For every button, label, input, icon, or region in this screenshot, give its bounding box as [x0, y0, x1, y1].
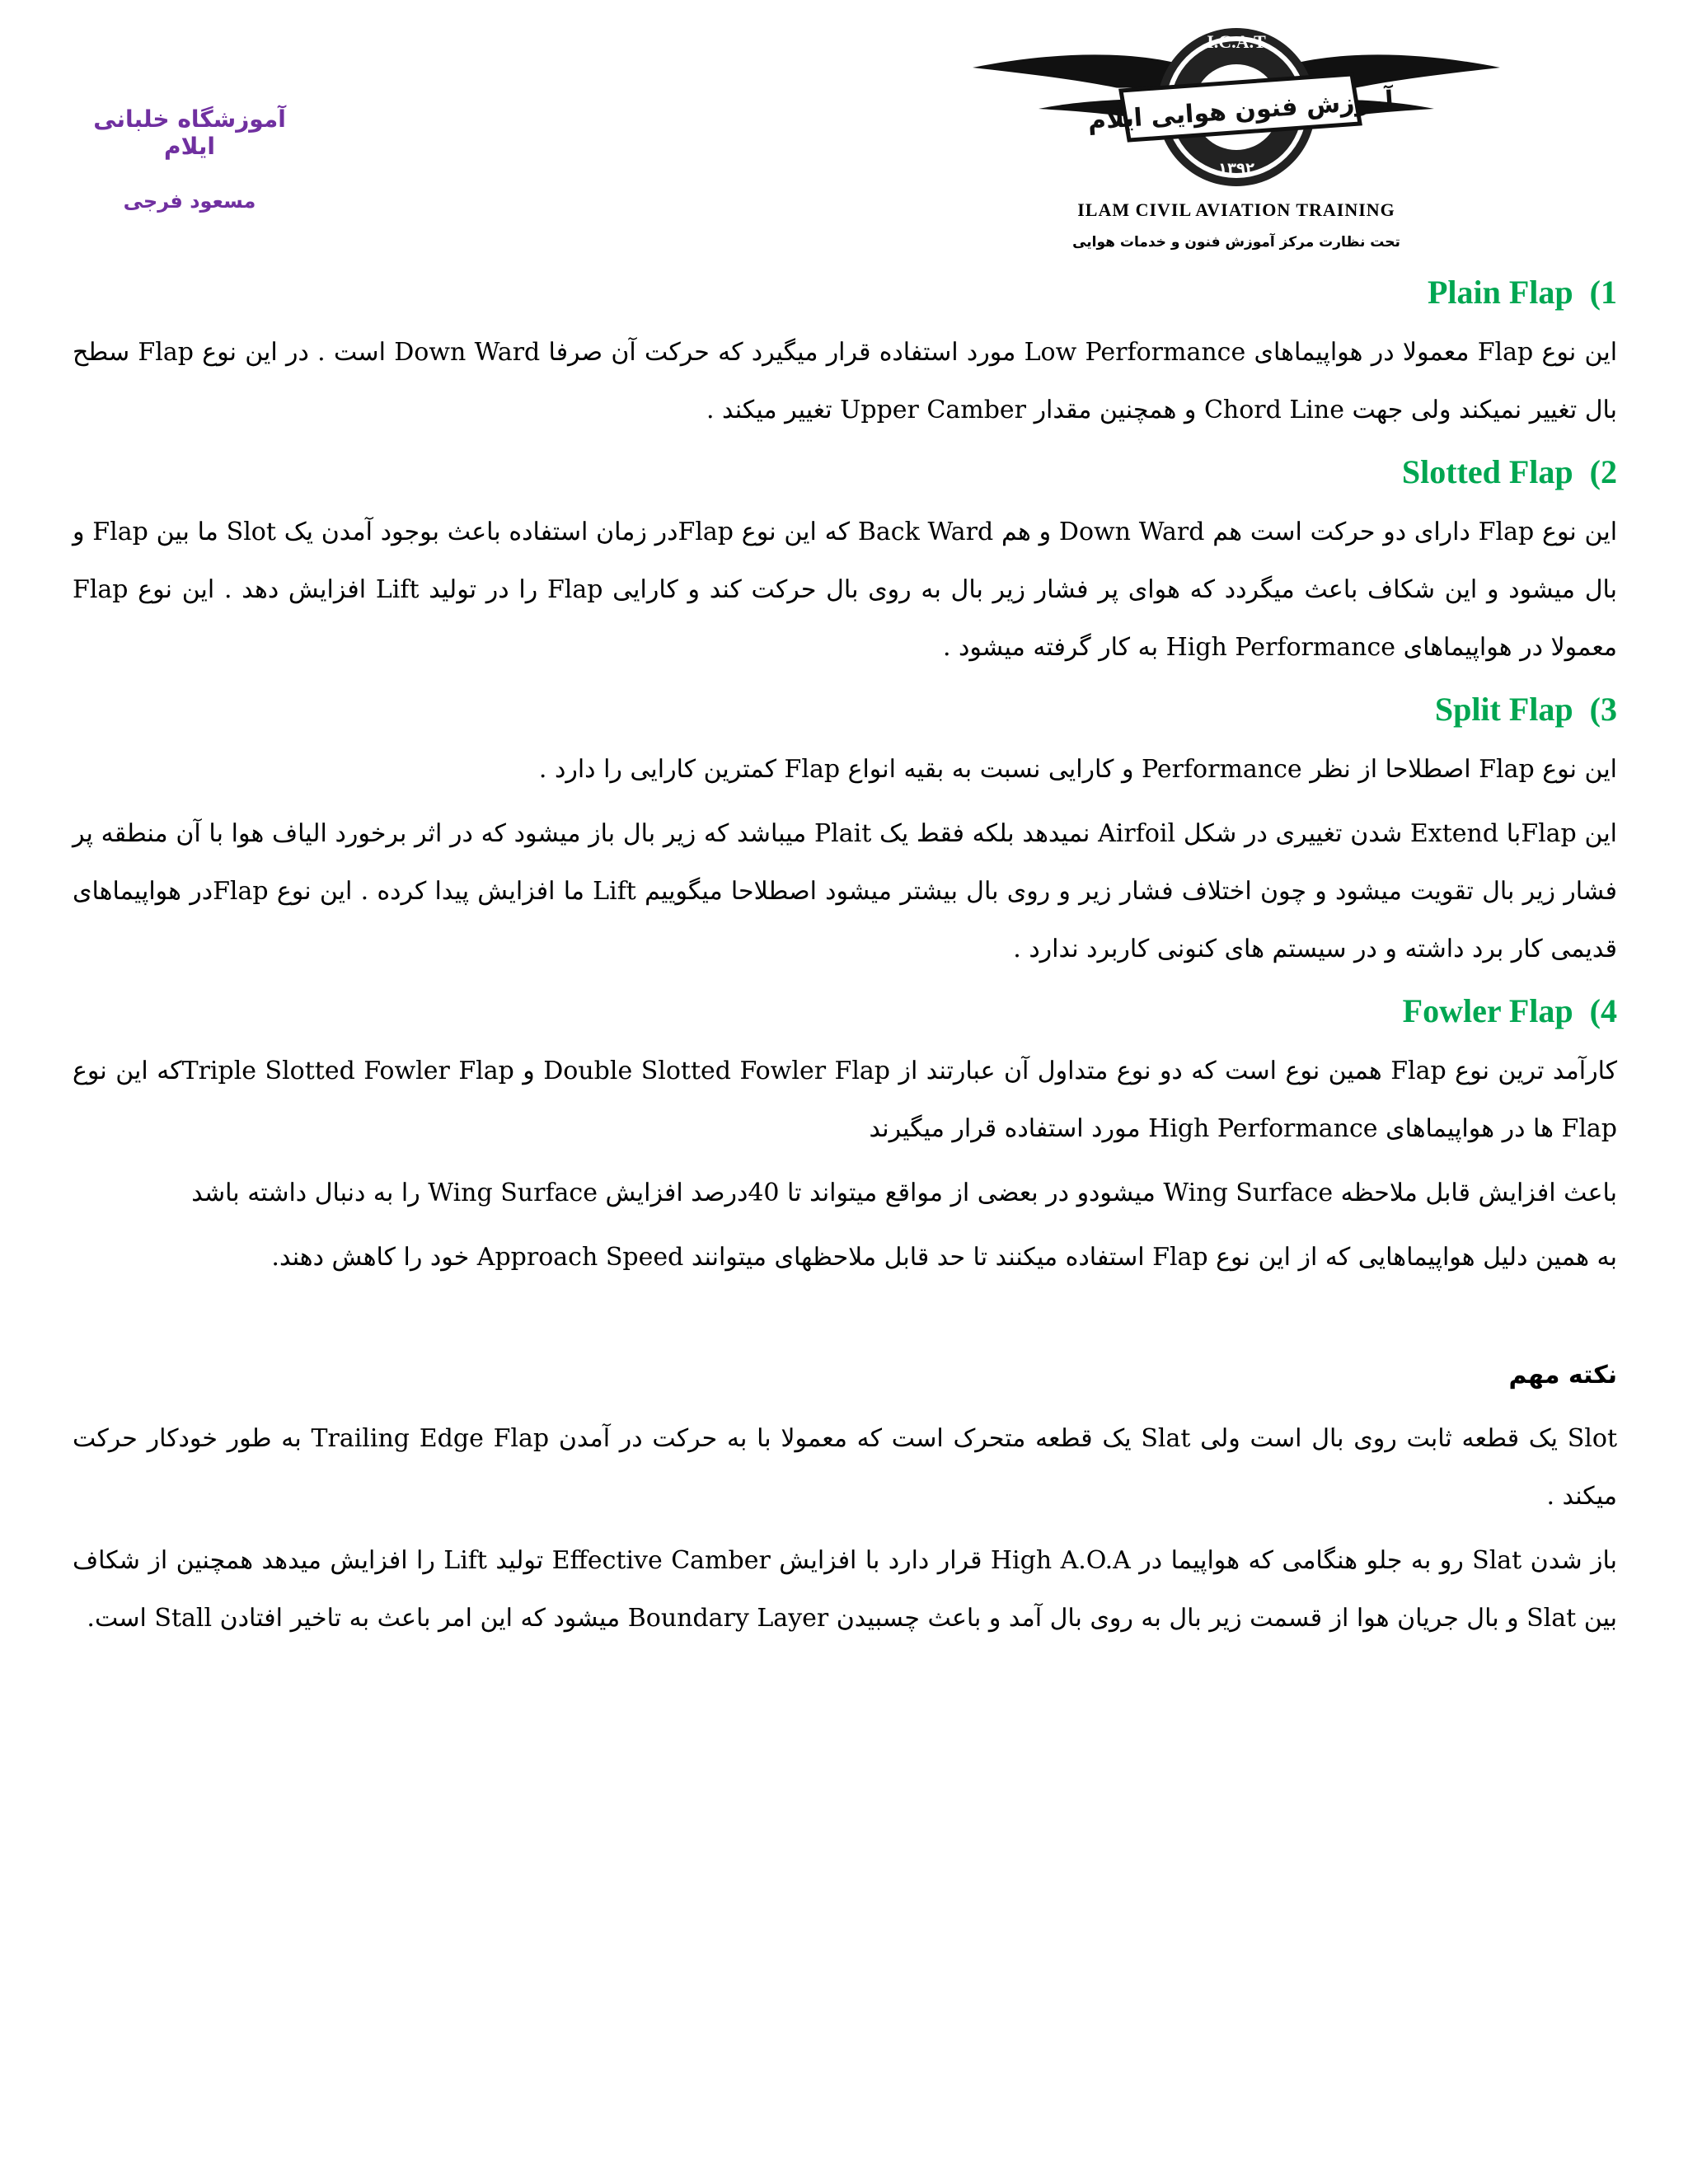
paragraph: به همین دلیل هواپیماهایی که از این نوع Flap استفاده میکنند تا حد قابل ملاحظهای میتوانند Approach Speed خود را کاهش دهند.: [271, 1243, 1617, 1272]
section-title: 3) Split Flap: [73, 687, 1617, 733]
paragraph: این نوع Flap اصطلاحا از نظر Performance و کارایی نسبت به بقیه انواع Flap کمترین کارایی را دارد .: [538, 755, 1617, 784]
section-number: 2: [1601, 453, 1617, 490]
note-title: نکته مهم: [1508, 1361, 1617, 1390]
paragraph: Slot یک قطعه ثابت روی بال است ولی Slat یک قطعه متحرک است که معمولا با به حرکت در آمدن Trailing Edge Flap به طور خودکار حرکت میکند .: [73, 1424, 1618, 1511]
logo-english-name: ILAM CIVIL AVIATION TRAINING: [1077, 199, 1395, 220]
logo-persian-subtitle: تحت نظارت مرکز آموزش فنون و خدمات هوایی: [1072, 234, 1400, 251]
section-title-text: Plain Flap: [1427, 274, 1573, 311]
logo-top-text: I.C.A.T: [1207, 31, 1266, 52]
section-title: 2) Slotted Flap: [73, 449, 1617, 495]
paragraph: باعث افزایش قابل ملاحظه Wing Surface میشودو در بعضی از مواقع میتواند تا 40درصد افزایش Wing Surface را به دنبال داشته باشد: [191, 1179, 1617, 1207]
paragraph: کارآمد ترین نوع Flap همین نوع است که دو نوع متداول آن عبارتند از Double Slotted Fowler Flap و Triple Slotted Fowler Flapکه این نوع Flap ها در هواپیماهای High Performance مورد استفاده قرار میگیرند: [73, 1057, 1617, 1143]
paragraph: باز شدن Slat رو به جلو هنگامی که هواپیما در High A.O.A قرار دارد با افزایش Effective Camber تولید Lift را افزایش میدهد همچنین از شکاف بین Slat و بال جریان هوا از قسمت زیر بال به روی بال آمد و باعث چسبیدن Boundary Layer میشود که این امر باعث به تاخیر افتادن Stall است.: [73, 1546, 1617, 1633]
section-slotted-flap: [73, 449, 1617, 677]
author-name: مسعود فرجی: [123, 190, 256, 213]
section-title: 1) Plain Flap: [73, 269, 1617, 316]
winged-emblem-icon: [948, 16, 1525, 198]
school-logo: [948, 16, 1525, 280]
section-plain-flap: [73, 269, 1617, 439]
section-title-text: Fowler Flap: [1402, 992, 1573, 1029]
paragraph: این نوع Flap دارای دو حرکت است هم Down Ward و هم Back Ward که این نوع Flapدر زمان استفاده باعث بوجود آمدن یک Slot ما بین Flap و بال میشود و این شکاف باعث میگردد که هوای پر فشار زیر بال به روی بال حرکت کند و کارایی Flap را در تولید Lift افزایش دهد . این نوع Flap معمولا در هواپیماهای High Performance به کار گرفته میشود .: [73, 518, 1618, 662]
logo-year: ۱۳۹۲: [1218, 160, 1254, 177]
important-note: [73, 1352, 1617, 1647]
school-name: آموزشگاه خلبانی ایلام: [93, 105, 286, 160]
paragraph: این Flapبا Extend شدن تغییری در شکل Airfoil نمیدهد بلکه فقط یک Plait میباشد که زیر بال باز میشود که در اثر برخورد الیاف هوا با آن منطقه پر فشار زیر بال تقویت میشود و چون اختلاف فشار زیر و روی بال بیشتر میشود اصطلاحا میگوییم Lift ما افزایش پیدا کرده . این نوع Flapدر هواپیماهای قدیمی کار برد داشته و در سیستم های کنونی کاربرد ندارد .: [73, 819, 1618, 963]
section-number: 1: [1601, 274, 1617, 311]
document-body: [73, 260, 1617, 1654]
section-fowler-flap: [73, 988, 1617, 1286]
section-split-flap: [73, 687, 1617, 978]
paragraph: این نوع Flap معمولا در هواپیماهای Low Performance مورد استفاده قرار میگیرد که حرکت آن صرفا Down Ward است . در این نوع Flap سطح بال تغییر نمیکند ولی جهت Chord Line و همچنین مقدار Upper Camber تغییر میکند .: [73, 338, 1618, 424]
section-number: 4: [1601, 992, 1617, 1029]
logo-ring-text: آموزش فنون هوایی ایلام: [1086, 86, 1395, 136]
section-title-text: Slotted Flap: [1401, 453, 1573, 490]
section-title-text: Split Flap: [1434, 691, 1573, 728]
section-number: 3: [1601, 691, 1617, 728]
section-title: 4) Fowler Flap: [73, 988, 1617, 1034]
